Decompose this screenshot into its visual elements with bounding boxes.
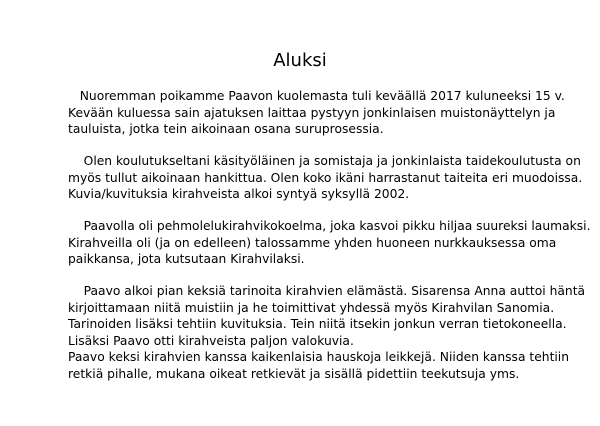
paragraph-2: Olen koulutukseltani käsityöläinen ja somistaja ja jonkinlaista taidekoulutusta on myös tullut aikoinaan hankittua. Olen koko ikäni harrastanut taiteita eri muodoissa. Kuvia/kuvituksia kirahveista alkoi syntyä syksyllä 2002. xyxy=(68,154,583,201)
paragraph-1: Nuoremman poikamme Paavon kuolemasta tuli keväällä 2017 kuluneeksi 15 v. Kevään kuluessa sain ajatuksen laittaa pystyyn jonkinlaisen muistonäyttelyn ja tauluista, jotka tein aikoinaan osana suruprosessia. xyxy=(68,89,565,136)
paragraph-4: Paavo alkoi pian keksiä tarinoita kirahvien elämästä. Sisarensa Anna auttoi häntä kirjoittamaan niitä muistiin ja he toimittivat yhdessä myös Kirahvilan Sanomia. Tarinoiden lisäksi tehtiin kuvituksia. Tein niitä itsekin jonkun verran tietokoneella. Lisäksi Paavo otti kirahveista paljon valokuvia. Paavo keksi kirahvien kanssa kaikenlaisia hauskoja leikkejä. Niiden kanssa tehtiin retkiä pihalle, mukana oikeat retkievät ja sisällä pidettiin teekutsuja yms. xyxy=(68,284,586,381)
paragraph-3: Paavolla oli pehmolelukirahvikokoelma, joka kasvoi pikku hiljaa suureksi laumaksi. Kirahveilla oli (ja on edelleen) talossamme yhden huoneen nurkkauksessa oma paikkansa, jota kutsutaan Kirahvilaksi. xyxy=(68,219,591,266)
page-title: Aluksi xyxy=(273,50,327,71)
